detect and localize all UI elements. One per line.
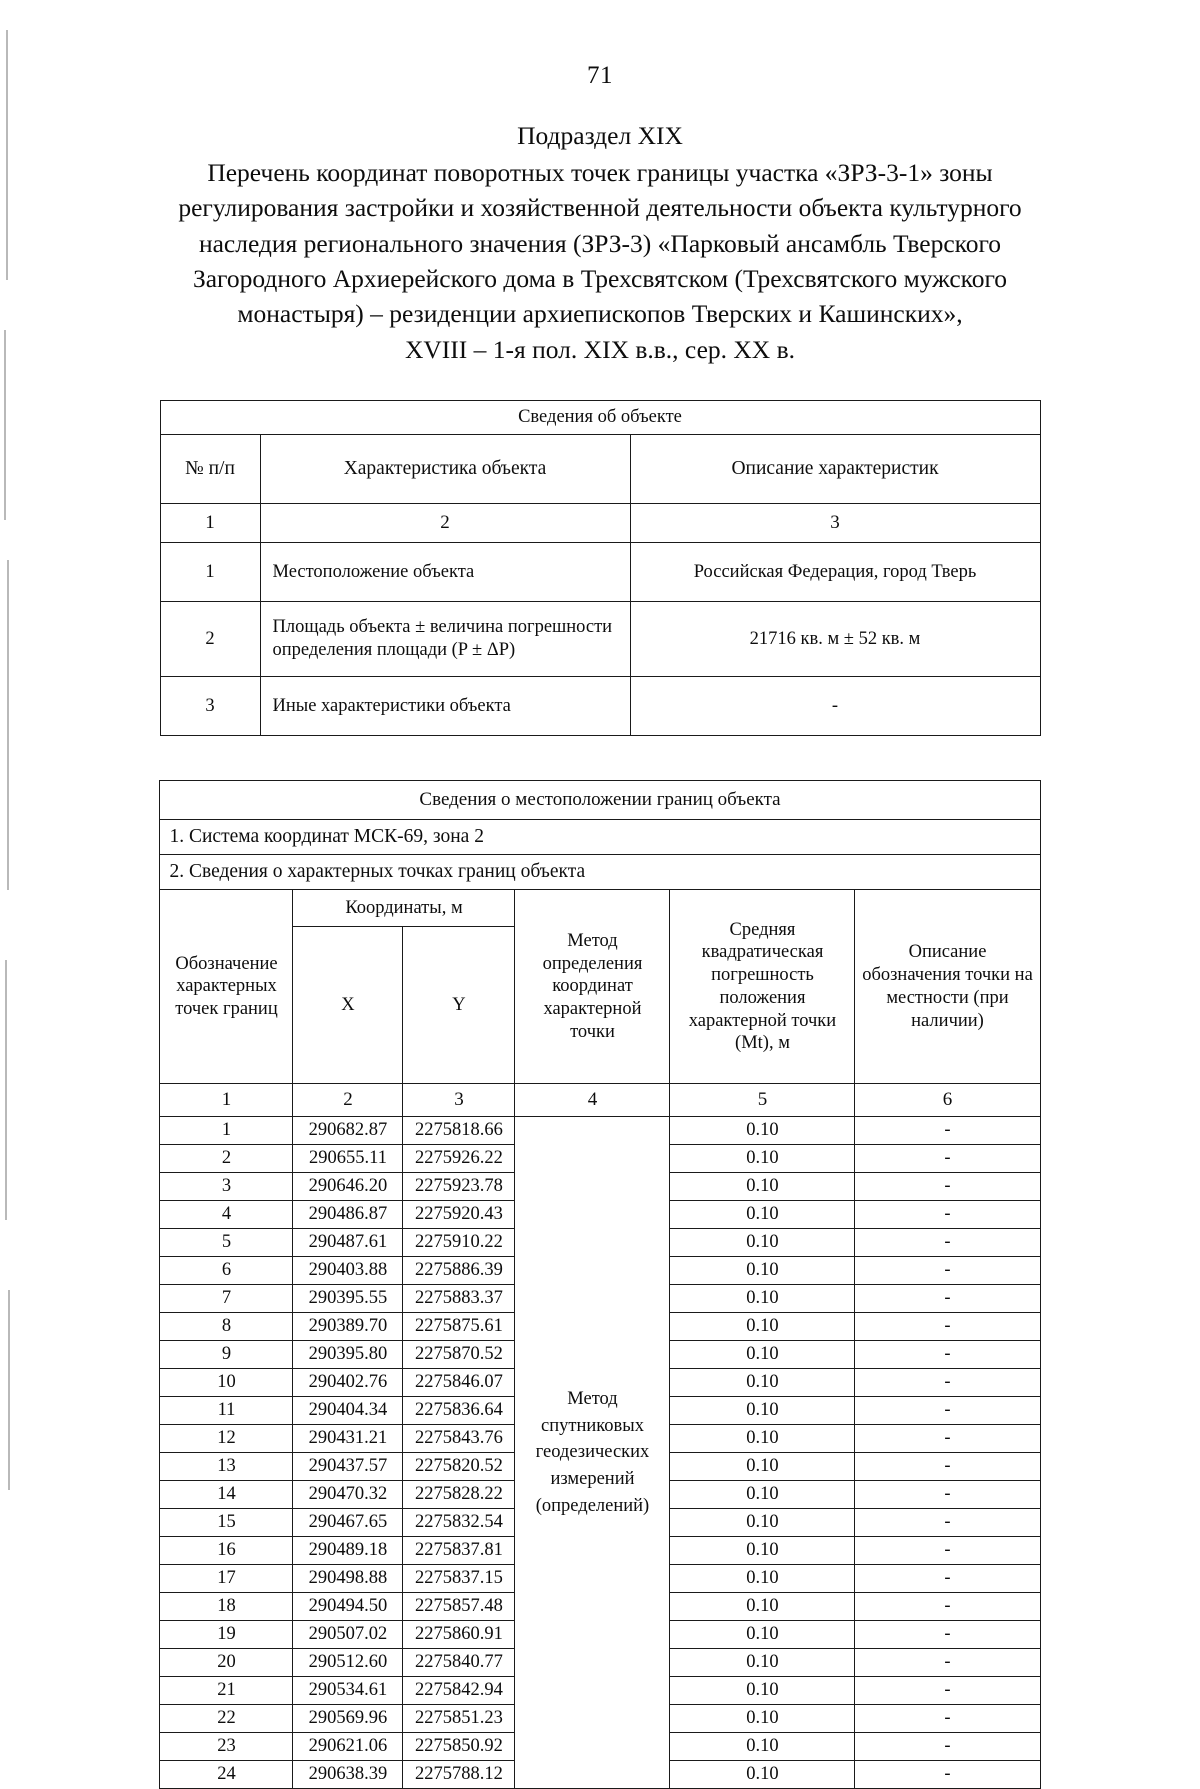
cell-x: 290494.50 — [293, 1593, 403, 1621]
cell-point-number: 9 — [160, 1341, 293, 1369]
cell-point-number: 11 — [160, 1397, 293, 1425]
bounds-table-banner: Сведения о местоположении границ объекта — [160, 781, 1040, 820]
cell-y: 2275820.52 — [403, 1453, 515, 1481]
cell-x: 290404.34 — [293, 1397, 403, 1425]
scan-artifact — [6, 30, 8, 280]
title-line-1: Перечень координат поворотных точек границы участка «ЗРЗ-3-1» зоны — [207, 158, 993, 188]
cell-on-site-description: - — [855, 1173, 1040, 1201]
colnum-3: 3 — [403, 1084, 515, 1117]
cell-point-number: 7 — [160, 1285, 293, 1313]
cell-x: 290498.88 — [293, 1565, 403, 1593]
header-characteristic: Характеристика объекта — [260, 435, 630, 504]
table-row — [160, 1117, 1040, 1145]
cell-x: 290489.18 — [293, 1537, 403, 1565]
header-y: Y — [403, 927, 515, 1084]
cell-y: 2275850.92 — [403, 1733, 515, 1761]
cell-point-number: 19 — [160, 1621, 293, 1649]
cell-mse: 0.10 — [670, 1761, 855, 1789]
cell-point-number: 15 — [160, 1509, 293, 1537]
cell-on-site-description: - — [855, 1229, 1040, 1257]
header-mse: Средняя квадратическая погрешность положения характерной точки (Mt), м — [670, 890, 855, 1084]
row-description: - — [630, 677, 1040, 736]
cell-x: 290437.57 — [293, 1453, 403, 1481]
cell-mse: 0.10 — [670, 1649, 855, 1677]
colnum-2: 2 — [260, 504, 630, 543]
object-table-banner: Сведения об объекте — [160, 401, 1040, 435]
cell-point-number: 2 — [160, 1145, 293, 1173]
cell-x: 290431.21 — [293, 1425, 403, 1453]
characteristic-points-note: 2. Сведения о характерных точках границ объекта — [160, 855, 1040, 890]
cell-y: 2275837.15 — [403, 1565, 515, 1593]
cell-y: 2275926.22 — [403, 1145, 515, 1173]
cell-x: 290470.32 — [293, 1481, 403, 1509]
cell-y: 2275860.91 — [403, 1621, 515, 1649]
cell-x: 290655.11 — [293, 1145, 403, 1173]
cell-on-site-description: - — [855, 1117, 1040, 1145]
cell-on-site-description: - — [855, 1537, 1040, 1565]
header-description: Описание характеристик — [630, 435, 1040, 504]
table-row — [160, 543, 1040, 602]
cell-point-number: 12 — [160, 1425, 293, 1453]
cell-point-number: 20 — [160, 1649, 293, 1677]
cell-y: 2275857.48 — [403, 1593, 515, 1621]
cell-x: 290638.39 — [293, 1761, 403, 1789]
cell-x: 290682.87 — [293, 1117, 403, 1145]
cell-on-site-description: - — [855, 1341, 1040, 1369]
cell-on-site-description: - — [855, 1733, 1040, 1761]
cell-on-site-description: - — [855, 1257, 1040, 1285]
cell-y: 2275923.78 — [403, 1173, 515, 1201]
cell-mse: 0.10 — [670, 1397, 855, 1425]
row-no: 2 — [160, 602, 260, 677]
header-point-label: Обозначение характерных точек границ — [160, 890, 293, 1084]
scan-artifact — [7, 560, 9, 890]
cell-y: 2275788.12 — [403, 1761, 515, 1789]
title-line-6: XVIII – 1-я пол. XIX в.в., сер. XX в. — [404, 335, 796, 365]
cell-on-site-description: - — [855, 1397, 1040, 1425]
row-description: Российская Федерация, город Тверь — [630, 543, 1040, 602]
cell-y: 2275846.07 — [403, 1369, 515, 1397]
cell-mse: 0.10 — [670, 1705, 855, 1733]
cell-point-number: 22 — [160, 1705, 293, 1733]
cell-x: 290403.88 — [293, 1257, 403, 1285]
table-header-row — [160, 435, 1040, 504]
cell-mse: 0.10 — [670, 1537, 855, 1565]
cell-x: 290569.96 — [293, 1705, 403, 1733]
cell-on-site-description: - — [855, 1677, 1040, 1705]
colnum-1: 1 — [160, 504, 260, 543]
cell-point-number: 5 — [160, 1229, 293, 1257]
row-no: 3 — [160, 677, 260, 736]
cell-mse: 0.10 — [670, 1565, 855, 1593]
header-on-site-description: Описание обозначения точки на местности (при наличии) — [855, 890, 1040, 1084]
cell-on-site-description: - — [855, 1425, 1040, 1453]
colnum-4: 4 — [515, 1084, 670, 1117]
column-number-row — [160, 504, 1040, 543]
cell-x: 290395.55 — [293, 1285, 403, 1313]
cell-point-number: 10 — [160, 1369, 293, 1397]
title-line-5: монастыря) – резиденции архиепископов Тверских и Кашинских», — [237, 298, 963, 328]
cell-on-site-description: - — [855, 1565, 1040, 1593]
cell-y: 2275818.66 — [403, 1117, 515, 1145]
cell-point-number: 4 — [160, 1201, 293, 1229]
cell-x: 290621.06 — [293, 1733, 403, 1761]
cell-mse: 0.10 — [670, 1257, 855, 1285]
cell-mse: 0.10 — [670, 1229, 855, 1257]
cell-mse: 0.10 — [670, 1369, 855, 1397]
table-banner-row — [160, 401, 1040, 435]
cell-x: 290395.80 — [293, 1341, 403, 1369]
scan-artifact — [8, 1290, 10, 1490]
cell-on-site-description: - — [855, 1201, 1040, 1229]
cell-on-site-description: - — [855, 1649, 1040, 1677]
title-line-2: регулирования застройки и хозяйственной деятельности объекта культурного — [178, 193, 1022, 223]
cell-point-number: 1 — [160, 1117, 293, 1145]
cell-y: 2275875.61 — [403, 1313, 515, 1341]
coordinate-system-note: 1. Система координат МСК-69, зона 2 — [160, 820, 1040, 855]
cell-on-site-description: - — [855, 1145, 1040, 1173]
cell-method: Метод спутниковых геодезических измерений (определений) — [515, 1117, 670, 1789]
colnum-6: 6 — [855, 1084, 1040, 1117]
row-description: 21716 кв. м ± 52 кв. м — [630, 602, 1040, 677]
cell-point-number: 24 — [160, 1761, 293, 1789]
cell-x: 290467.65 — [293, 1509, 403, 1537]
header-method: Метод определения координат характерной точки — [515, 890, 670, 1084]
colnum-3: 3 — [630, 504, 1040, 543]
cell-mse: 0.10 — [670, 1145, 855, 1173]
cell-y: 2275851.23 — [403, 1705, 515, 1733]
cell-mse: 0.10 — [670, 1117, 855, 1145]
object-info-table — [160, 400, 1041, 736]
colnum-5: 5 — [670, 1084, 855, 1117]
cell-on-site-description: - — [855, 1593, 1040, 1621]
cell-x: 290507.02 — [293, 1621, 403, 1649]
cell-mse: 0.10 — [670, 1201, 855, 1229]
cell-on-site-description: - — [855, 1761, 1040, 1789]
cell-point-number: 23 — [160, 1733, 293, 1761]
table-row — [160, 677, 1040, 736]
row-characteristic: Местоположение объекта — [260, 543, 630, 602]
title-line-3: наследия регионального значения (ЗРЗ-3) «Парковый ансамбль Тверского — [198, 228, 1002, 258]
cell-point-number: 21 — [160, 1677, 293, 1705]
cell-on-site-description: - — [855, 1285, 1040, 1313]
cell-on-site-description: - — [855, 1509, 1040, 1537]
cell-y: 2275832.54 — [403, 1509, 515, 1537]
cell-mse: 0.10 — [670, 1509, 855, 1537]
subsection-heading: Подраздел XIX — [517, 121, 683, 150]
cell-mse: 0.10 — [670, 1313, 855, 1341]
cell-x: 290512.60 — [293, 1649, 403, 1677]
cell-y: 2275910.22 — [403, 1229, 515, 1257]
cell-on-site-description: - — [855, 1369, 1040, 1397]
cell-point-number: 14 — [160, 1481, 293, 1509]
cell-point-number: 16 — [160, 1537, 293, 1565]
cell-on-site-description: - — [855, 1481, 1040, 1509]
cell-mse: 0.10 — [670, 1481, 855, 1509]
cell-mse: 0.10 — [670, 1285, 855, 1313]
boundary-rows-body — [160, 1117, 1040, 1789]
cell-point-number: 3 — [160, 1173, 293, 1201]
title-line-4: Загородного Архиерейского дома в Трехсвятском (Трехсвятского мужского — [192, 263, 1008, 293]
column-number-row — [160, 1084, 1040, 1117]
cell-x: 290646.20 — [293, 1173, 403, 1201]
cell-x: 290389.70 — [293, 1313, 403, 1341]
cell-point-number: 13 — [160, 1453, 293, 1481]
cell-mse: 0.10 — [670, 1677, 855, 1705]
cell-point-number: 8 — [160, 1313, 293, 1341]
cell-point-number: 17 — [160, 1565, 293, 1593]
cell-mse: 0.10 — [670, 1173, 855, 1201]
cell-y: 2275840.77 — [403, 1649, 515, 1677]
cell-y: 2275836.64 — [403, 1397, 515, 1425]
cell-y: 2275843.76 — [403, 1425, 515, 1453]
table-header-row-group — [160, 890, 1040, 927]
cell-y: 2275883.37 — [403, 1285, 515, 1313]
cell-mse: 0.10 — [670, 1593, 855, 1621]
scan-artifact — [5, 960, 7, 1220]
row-characteristic: Площадь объекта ± величина погрешности определения площади (P ± ΔP) — [260, 602, 630, 677]
cell-on-site-description: - — [855, 1621, 1040, 1649]
colnum-2: 2 — [293, 1084, 403, 1117]
cell-y: 2275837.81 — [403, 1537, 515, 1565]
cell-x: 290486.87 — [293, 1201, 403, 1229]
cell-y: 2275828.22 — [403, 1481, 515, 1509]
cell-x: 290487.61 — [293, 1229, 403, 1257]
cell-mse: 0.10 — [670, 1621, 855, 1649]
cell-on-site-description: - — [855, 1313, 1040, 1341]
cell-mse: 0.10 — [670, 1425, 855, 1453]
header-no: № п/п — [160, 435, 260, 504]
cell-mse: 0.10 — [670, 1733, 855, 1761]
characteristic-points-row — [160, 855, 1040, 890]
scan-artifact — [4, 330, 6, 520]
cell-mse: 0.10 — [670, 1453, 855, 1481]
cell-point-number: 6 — [160, 1257, 293, 1285]
cell-on-site-description: - — [855, 1453, 1040, 1481]
cell-mse: 0.10 — [670, 1341, 855, 1369]
row-no: 1 — [160, 543, 260, 602]
table-row — [160, 602, 1040, 677]
colnum-1: 1 — [160, 1084, 293, 1117]
boundary-points-table — [159, 780, 1040, 1789]
cell-x: 290534.61 — [293, 1677, 403, 1705]
page-number: 71 — [587, 62, 613, 89]
cell-point-number: 18 — [160, 1593, 293, 1621]
page-title — [0, 118, 1200, 367]
cell-y: 2275886.39 — [403, 1257, 515, 1285]
header-x: X — [293, 927, 403, 1084]
cell-on-site-description: - — [855, 1705, 1040, 1733]
cell-y: 2275870.52 — [403, 1341, 515, 1369]
cell-y: 2275842.94 — [403, 1677, 515, 1705]
header-coordinates-group: Координаты, м — [293, 890, 515, 927]
coordinate-system-row — [160, 820, 1040, 855]
cell-x: 290402.76 — [293, 1369, 403, 1397]
table-banner-row — [160, 781, 1040, 820]
cell-y: 2275920.43 — [403, 1201, 515, 1229]
row-characteristic: Иные характеристики объекта — [260, 677, 630, 736]
